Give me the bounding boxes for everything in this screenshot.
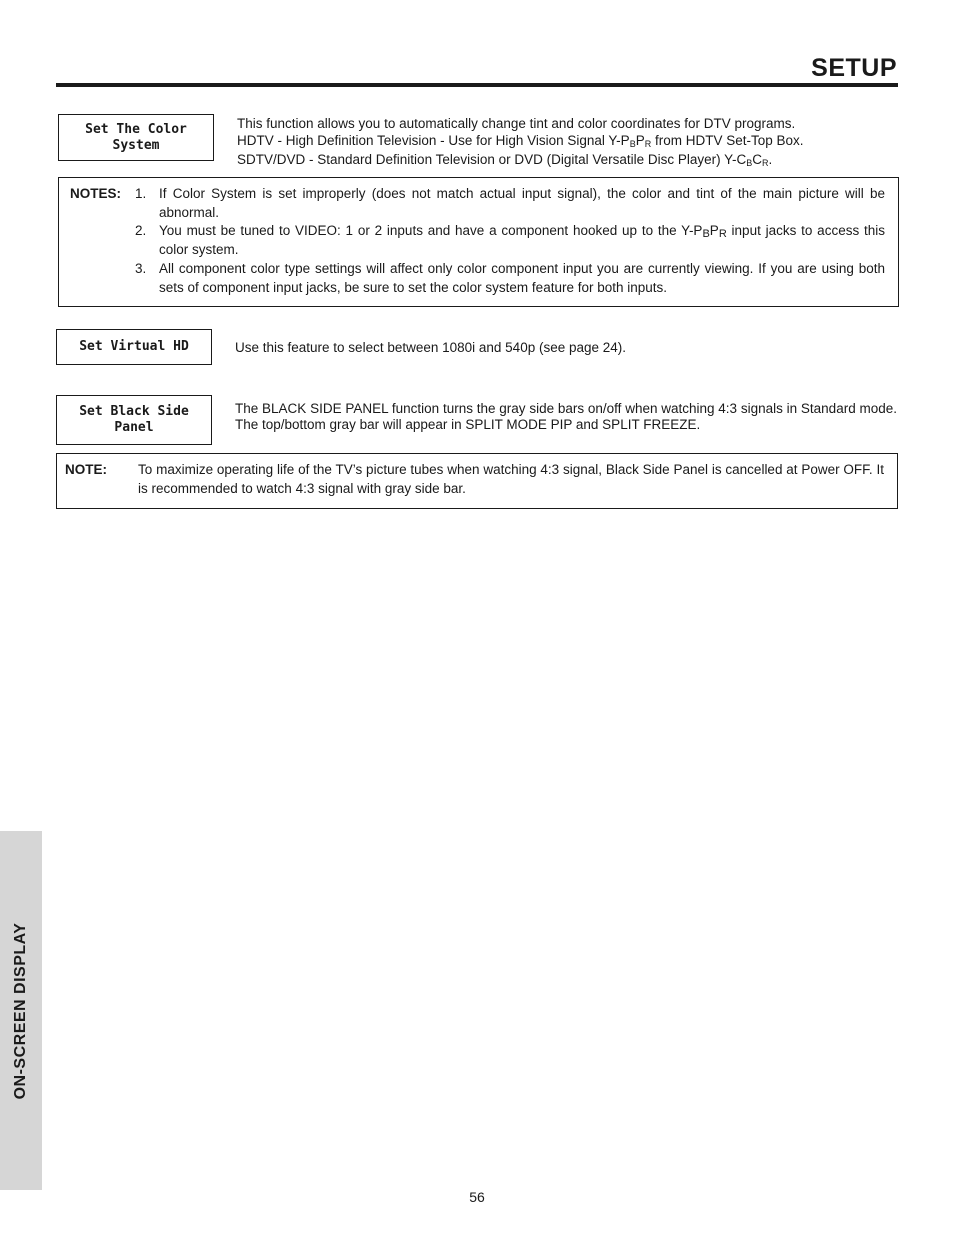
black-side-panel-description: The BLACK SIDE PANEL function turns the gray side bars on/off when watching 4:3 signals in Standard mode. The top/bottom gray bar will appear in SPLIT MODE PIP and SPLIT FREEZE. <box>235 401 897 432</box>
page-number: 56 <box>469 1189 485 1205</box>
virtual-hd-description: Use this feature to select between 1080i and 540p (see page 24). <box>235 340 627 355</box>
black-side-panel-menu-label-line2: Panel <box>114 420 154 435</box>
title-rule <box>56 83 898 87</box>
hdtv-line: HDTV - High Definition Television - Use for High Vision Signal $Y-P_BP_R$ from HDTV Set-Top Box. <box>237 133 804 149</box>
section-side-tab <box>0 831 42 1190</box>
page-title: SETUP <box>811 54 897 82</box>
color-system-description <box>237 115 899 168</box>
virtual-hd-menu-label: Set Virtual HD <box>79 339 189 354</box>
notes-box: NOTES: 1. If Color System is set improperly (does not match actual input signal), the color and tint of the main picture will be abnormal. 2. You must be tuned to VIDEO: 1 or 2 inputs and have a component hooked up to the $Y-P_BP_R$ input jacks to access this color system. 3. All component color type settings will affect only color component input you are currently viewing. If you are using both sets of component input jacks, be sure to set the color system feature for both inputs. <box>58 177 899 307</box>
black-side-panel-menu-label-line1: Set Black Side <box>79 404 189 419</box>
color-system-menu-label-line2: System <box>112 137 160 153</box>
sdtv-line: SDTV/DVD - Standard Definition Television or DVD (Digital Versatile Disc Player) $Y-C_BC_R$. <box>237 152 773 168</box>
note-box <box>56 453 898 509</box>
color-system-desc-line: This function allows you to automatically change tint and color coordinates for DTV programs. <box>237 116 796 131</box>
black-side-panel-menu-box <box>56 395 212 445</box>
virtual-hd-menu-box <box>56 329 212 365</box>
notes-label: NOTES: <box>70 186 122 201</box>
note-label: NOTE: <box>65 462 107 477</box>
side-tab-label: ON-SCREEN DISPLAY <box>12 922 29 1099</box>
note-text: To maximize operating life of the TV’s picture tubes when watching 4:3 signal, Black Side Panel is cancelled at Power OFF. It is recommended to watch 4:3 signal with gray side bar. <box>138 462 884 496</box>
color-system-menu-box <box>58 114 214 161</box>
color-system-menu-label-line1: Set The Color <box>85 121 187 137</box>
